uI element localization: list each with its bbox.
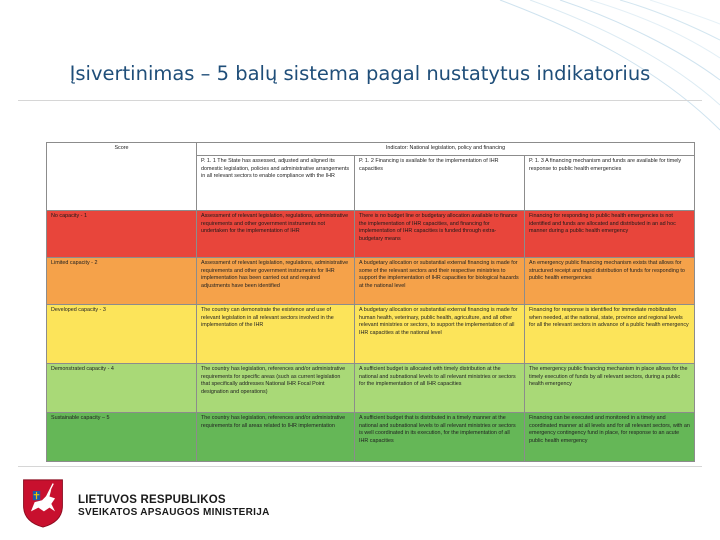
table-row [47, 412, 695, 461]
table-row [47, 363, 695, 412]
table-row [47, 210, 695, 257]
column-header-p11: P. 1. 1 The State has assessed, adjusted and aligned its domestic legislation, policies and administrative arrangements in all relevant sectors to enable compliance with the IHR [197, 155, 355, 210]
score-label: Sustainable capacity – 5 [47, 412, 197, 461]
column-header-p13: P. 1. 3 A financing mechanism and funds are available for timely response to public health emergencies [525, 155, 695, 210]
table-cell: A sufficient budget is allocated with timely distribution at the national and subnational levels to all relevant ministries or sectors for the implementation of all IHR capacities [355, 363, 525, 412]
table-cell: The country has legislation, references and/or administrative requirements for all areas related to IHR implementation [197, 412, 355, 461]
coat-of-arms-icon [20, 478, 66, 528]
table-cell: A budgetary allocation or substantial external financing is made for human health, veterinary, public health, agriculture, and all other relevant ministries or sectors, to support the implementation of all IHR capacities at the national level [355, 304, 525, 363]
table-cell: Assessment of relevant legislation, regulations, administrative requirements and other government instruments for IHR implementation has been carried out and required adjustments have been identified [197, 257, 355, 304]
table-cell: The country can demonstrate the existence and use of relevant legislation in all relevant sectors involved in the implementation of the IHR [197, 304, 355, 363]
table-cell: Financing for responding to public health emergencies is not identified and funds are allocated and distributed in an ad hoc manner during a public health emergency [525, 210, 695, 257]
table-row [47, 257, 695, 304]
score-label: Developed capacity - 3 [47, 304, 197, 363]
score-header: Score [47, 143, 197, 211]
score-label: No capacity - 1 [47, 210, 197, 257]
table-cell: Financing can be executed and monitored in a timely and coordinated manner at all levels and for all relevant sectors, with an emergency contingency fund in place, for response to an acute public health emergency [525, 412, 695, 461]
indicator-table [46, 142, 695, 462]
table-cell: Assessment of relevant legislation, regulations, administrative requirements and other government instruments not undertaken for the implementation of IHR [197, 210, 355, 257]
table-cell: The country has legislation, references and/or administrative requirements for specific areas (such as current legislation that specifically addresses National IHR Focal Point designation and operations) [197, 363, 355, 412]
table-cell: A budgetary allocation or substantial external financing is made for some of the relevant sectors and their respective ministries to support the implementation of IHR capacities for biological hazards at the national level [355, 257, 525, 304]
column-header-p12: P. 1. 2 Financing is available for the implementation of IHR capacities [355, 155, 525, 210]
table-row [47, 304, 695, 363]
ministry-logo-text [78, 494, 270, 518]
logo-line-1: LIETUVOS RESPUBLIKOS [78, 494, 226, 506]
table-cell: There is no budget line or budgetary allocation available to finance the implementation of IHR capacities, and financing for implementation of IHR capacities is funded through extra-budgetary means [355, 210, 525, 257]
score-label: Limited capacity - 2 [47, 257, 197, 304]
table-cell: A sufficient budget that is distributed in a timely manner at the national and subnational levels to all relevant ministries or sectors is well coordinated in its execution, for the implementation of all IHR capacities [355, 412, 525, 461]
score-label: Demonstrated capacity - 4 [47, 363, 197, 412]
footer-divider [18, 466, 702, 467]
title-divider [18, 100, 702, 101]
indicator-header-row [47, 143, 695, 156]
slide-title: Įsivertinimas – 5 balų sistema pagal nustatytus indikatorius [69, 62, 651, 85]
logo-line-2: SVEIKATOS APSAUGOS MINISTERIJA [78, 507, 270, 518]
table-cell: The emergency public financing mechanism in place allows for the timely execution of funds by all relevant sectors, during a public health emergency [525, 363, 695, 412]
table-cell: An emergency public financing mechanism exists that allows for structured receipt and rapid distribution of funds for responding to public health emergencies [525, 257, 695, 304]
indicator-header: Indicator: National legislation, policy and financing [197, 143, 695, 156]
table-cell: Financing for response is identified for immediate mobilization when needed, at the national, state, province and regional levels for all the relevant sectors in advance of a public health emergency [525, 304, 695, 363]
